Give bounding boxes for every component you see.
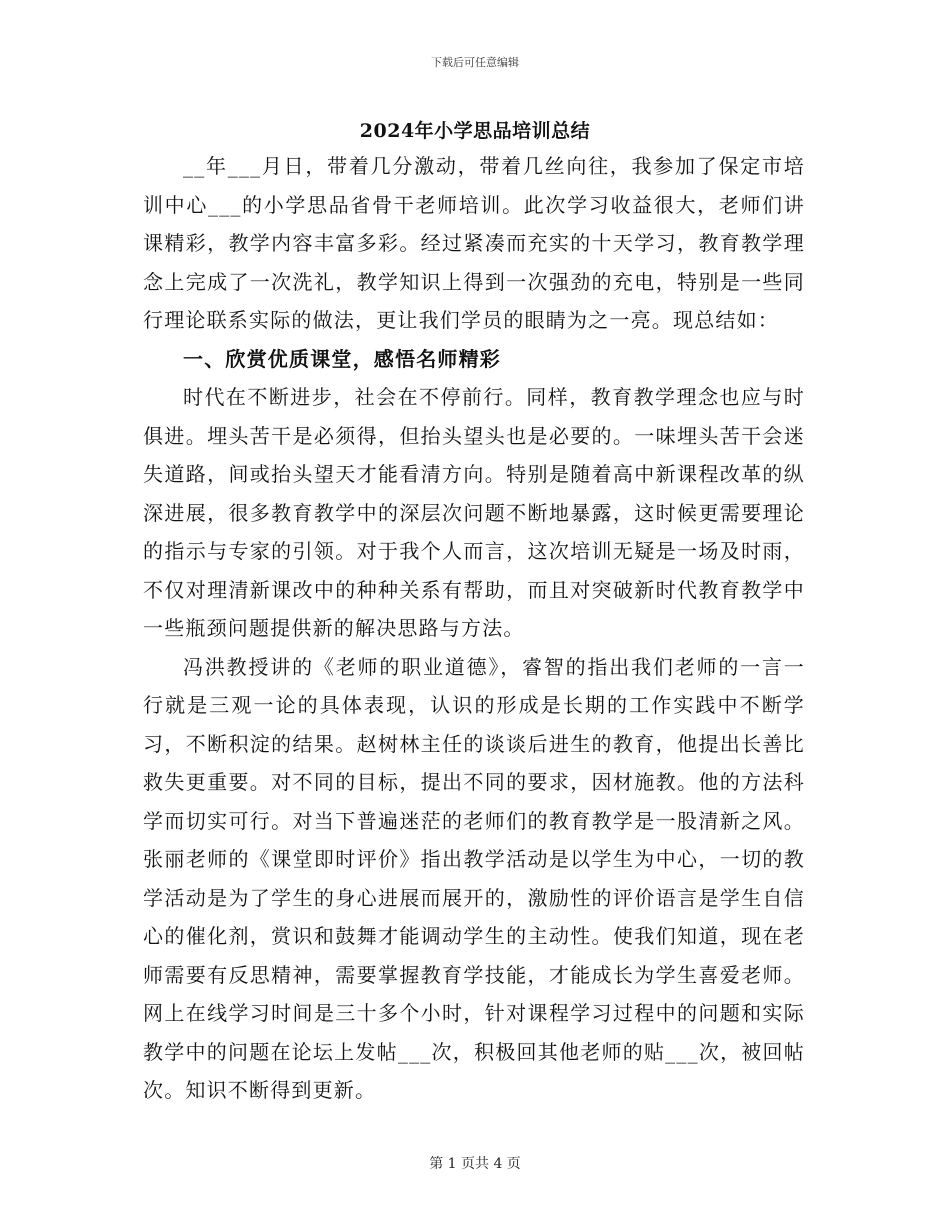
document-title: 2024年小学思品培训总结: [359, 120, 591, 142]
body-paragraph: 时代在不断进步，社会在不停前行。同样，教育教学理念也应与时俱进。埋头苦干是必须得，但抬头望头也是必要的。一味埋头苦干会迷失道路，间或抬头望天才能看清方向。特别是随着高中新课程改革的纵深进展，很多教育教学中的深层次问题不断地暴露，这时候更需要理论的指示与专家的引领。对于我个人而言，这次培训无疑是一场及时雨，不仅对理清新课改中的种种关系有帮助，而且对突破新时代教育教学中一些瓶颈问题提供新的解决思路与方法。: [143, 385, 805, 640]
document-body: [143, 147, 805, 1110]
section-heading: 一、欣赏优质课堂，感悟名师精彩: [183, 346, 501, 371]
page-number: 第 1 页共 4 页: [429, 1156, 521, 1172]
intro-paragraph: __年___月日，带着几分激动，带着几丝向往，我参加了保定市培训中心___的小学思品省骨干老师培训。此次学习收益很大，老师们讲课精彩，教学内容丰富多彩。经过紧凑而充实的十天学习，教育教学理念上完成了一次洗礼，教学知识上得到一次强劲的充电，特别是一些同行理论联系实际的做法，更让我们学员的眼睛为之一亮。现总结如：: [143, 154, 805, 332]
body-paragraph: 冯洪教授讲的《老师的职业道德》，睿智的指出我们老师的一言一行就是三观一论的具体表现，认识的形成是长期的工作实践中不断学习，不断积淀的结果。赵树林主任的谈谈后进生的教育，他提出长善比救失更重要。对不同的目标，提出不同的要求，因材施教。他的方法科学而切实可行。对当下普遍迷茫的老师们的教育教学是一股清新之风。张丽老师的《课堂即时评价》指出教学活动是以学生为中心，一切的教学活动是为了学生的身心进展而展开的，激励性的评价语言是学生自信心的催化剂，赏识和鼓舞才能调动学生的主动性。使我们知道，现在老师需要有反思精神，需要掌握教育学技能，才能成长为学生喜爱老师。网上在线学习时间是三十多个小时，针对课程学习过程中的问题和实际教学中的问题在论坛上发帖___次，积极回其他老师的贴___次，被回帖次。知识不断得到更新。: [143, 654, 805, 1102]
page-header: 下载后可任意编辑: [431, 56, 519, 69]
